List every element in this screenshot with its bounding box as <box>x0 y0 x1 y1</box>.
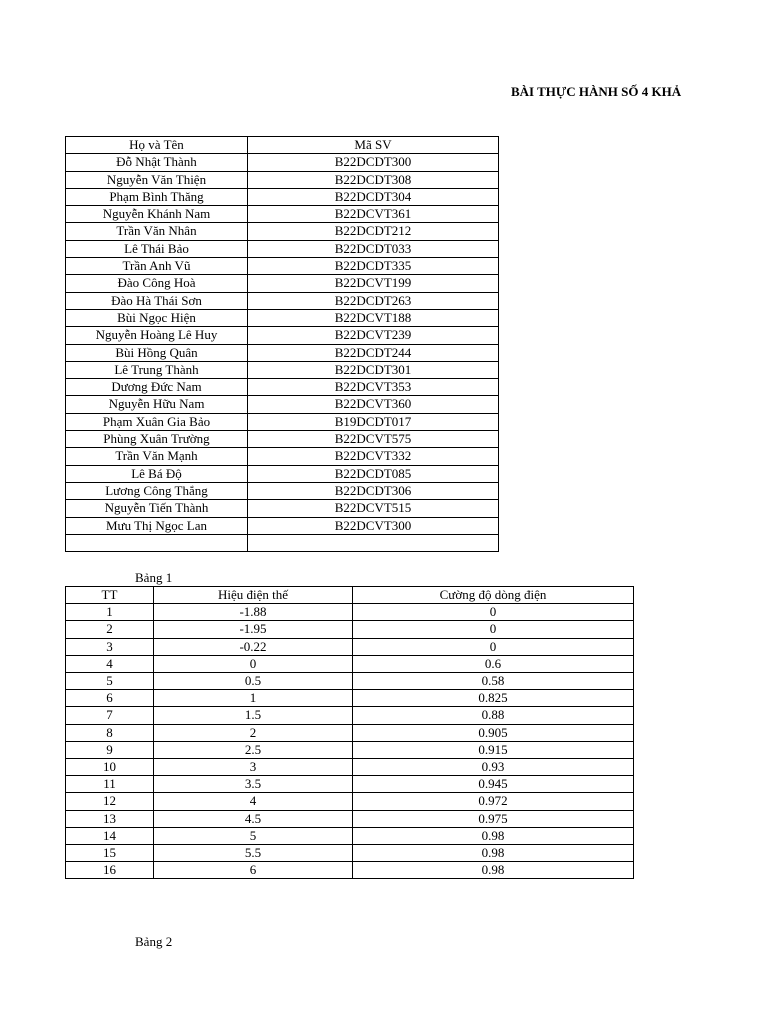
table-row <box>66 258 499 275</box>
student-id-cell: B22DCVT199 <box>248 275 499 292</box>
header-name: Họ và Tên <box>66 137 248 154</box>
student-id-cell: B22DCDT300 <box>248 154 499 171</box>
current-cell: 0.58 <box>353 673 634 690</box>
index-cell: 5 <box>66 673 154 690</box>
student-name-cell: Phạm Bình Thăng <box>66 188 248 205</box>
student-id-cell: B22DCDT335 <box>248 258 499 275</box>
student-name-cell: Trần Anh Vũ <box>66 258 248 275</box>
student-id-cell: B22DCVT332 <box>248 448 499 465</box>
index-cell: 10 <box>66 759 154 776</box>
table-row <box>66 810 634 827</box>
index-cell: 11 <box>66 776 154 793</box>
student-id-cell: B22DCVT353 <box>248 379 499 396</box>
table-row <box>66 396 499 413</box>
table-row <box>66 223 499 240</box>
header-voltage: Hiệu điện thế <box>154 587 353 604</box>
table-row <box>66 621 634 638</box>
table-row <box>66 361 499 378</box>
student-name-cell: Lê Trung Thành <box>66 361 248 378</box>
voltage-cell: 4.5 <box>154 810 353 827</box>
student-id-cell: B22DCDT244 <box>248 344 499 361</box>
student-id-cell <box>248 534 499 551</box>
voltage-cell: 5.5 <box>154 845 353 862</box>
measurement-table <box>65 586 634 879</box>
student-id-cell: B22DCVT575 <box>248 431 499 448</box>
table-row <box>66 759 634 776</box>
current-cell: 0.905 <box>353 724 634 741</box>
table-row <box>66 724 634 741</box>
table-row <box>66 448 499 465</box>
voltage-cell: -0.22 <box>154 638 353 655</box>
current-cell: 0.98 <box>353 827 634 844</box>
student-name-cell: Đỗ Nhật Thành <box>66 154 248 171</box>
table-row <box>66 154 499 171</box>
index-cell: 2 <box>66 621 154 638</box>
table-row <box>66 690 634 707</box>
student-id-cell: B19DCDT017 <box>248 413 499 430</box>
table-row <box>66 827 634 844</box>
page-title: BÀI THỰC HÀNH SỐ 4 KHẢ <box>511 84 682 99</box>
student-id-cell: B22DCDT301 <box>248 361 499 378</box>
voltage-cell: 6 <box>154 862 353 879</box>
current-cell: 0.975 <box>353 810 634 827</box>
student-name-cell: Lương Công Thắng <box>66 482 248 499</box>
index-cell: 14 <box>66 827 154 844</box>
header-index: TT <box>66 587 154 604</box>
table-row <box>66 793 634 810</box>
student-name-cell: Nguyễn Văn Thiện <box>66 171 248 188</box>
measurement-table-body <box>66 604 634 879</box>
table-row <box>66 327 499 344</box>
voltage-cell: -1.95 <box>154 621 353 638</box>
table-row <box>66 309 499 326</box>
voltage-cell: 1.5 <box>154 707 353 724</box>
student-name-cell: Mưu Thị Ngọc Lan <box>66 517 248 534</box>
measurement-table-header <box>66 587 634 604</box>
student-id-cell: B22DCVT300 <box>248 517 499 534</box>
voltage-cell: 4 <box>154 793 353 810</box>
student-name-cell: Phùng Xuân Trường <box>66 431 248 448</box>
student-id-cell: B22DCVT239 <box>248 327 499 344</box>
index-cell: 12 <box>66 793 154 810</box>
index-cell: 1 <box>66 604 154 621</box>
voltage-cell: 0 <box>154 655 353 672</box>
student-name-cell: Trần Văn Mạnh <box>66 448 248 465</box>
index-cell: 16 <box>66 862 154 879</box>
student-name-cell: Bùi Ngọc Hiện <box>66 309 248 326</box>
table-row <box>66 673 634 690</box>
student-name-cell: Nguyễn Hữu Nam <box>66 396 248 413</box>
table-row <box>66 500 499 517</box>
index-cell: 15 <box>66 845 154 862</box>
table-row <box>66 638 634 655</box>
table-row <box>66 465 499 482</box>
current-cell: 0.98 <box>353 845 634 862</box>
student-id-cell: B22DCVT515 <box>248 500 499 517</box>
voltage-cell: 2 <box>154 724 353 741</box>
index-cell: 4 <box>66 655 154 672</box>
student-name-cell: Lê Bá Độ <box>66 465 248 482</box>
header-student-id: Mã SV <box>248 137 499 154</box>
table-row <box>66 845 634 862</box>
current-cell: 0.98 <box>353 862 634 879</box>
table-row <box>66 240 499 257</box>
student-table <box>65 136 499 552</box>
table-row <box>66 413 499 430</box>
table-row <box>66 534 499 551</box>
student-id-cell: B22DCDT033 <box>248 240 499 257</box>
current-cell: 0.825 <box>353 690 634 707</box>
index-cell: 3 <box>66 638 154 655</box>
table-row <box>66 275 499 292</box>
current-cell: 0.972 <box>353 793 634 810</box>
student-id-cell: B22DCVT360 <box>248 396 499 413</box>
student-id-cell: B22DCVT361 <box>248 206 499 223</box>
current-cell: 0 <box>353 604 634 621</box>
student-name-cell: Đào Công Hoà <box>66 275 248 292</box>
student-table-body <box>66 154 499 552</box>
voltage-cell: 2.5 <box>154 741 353 758</box>
index-cell: 13 <box>66 810 154 827</box>
student-name-cell: Phạm Xuân Gia Bảo <box>66 413 248 430</box>
voltage-cell: -1.88 <box>154 604 353 621</box>
table-row <box>66 604 634 621</box>
table-row <box>66 206 499 223</box>
current-cell: 0.88 <box>353 707 634 724</box>
table-row <box>66 344 499 361</box>
student-id-cell: B22DCDT306 <box>248 482 499 499</box>
voltage-cell: 5 <box>154 827 353 844</box>
voltage-cell: 3.5 <box>154 776 353 793</box>
student-name-cell: Lê Thái Bảo <box>66 240 248 257</box>
index-cell: 8 <box>66 724 154 741</box>
table-row <box>66 482 499 499</box>
table-row <box>66 707 634 724</box>
student-id-cell: B22DCDT263 <box>248 292 499 309</box>
voltage-cell: 3 <box>154 759 353 776</box>
current-cell: 0 <box>353 621 634 638</box>
student-name-cell <box>66 534 248 551</box>
table-row <box>66 741 634 758</box>
student-name-cell: Dương Đức Nam <box>66 379 248 396</box>
table-row <box>66 862 634 879</box>
current-cell: 0 <box>353 638 634 655</box>
current-cell: 0.6 <box>353 655 634 672</box>
table-row <box>66 171 499 188</box>
table-row <box>66 379 499 396</box>
table-row <box>66 431 499 448</box>
student-id-cell: B22DCDT308 <box>248 171 499 188</box>
student-id-cell: B22DCDT304 <box>248 188 499 205</box>
table-1-caption: Bảng 1 <box>135 570 173 585</box>
student-name-cell: Bùi Hồng Quân <box>66 344 248 361</box>
student-name-cell: Nguyễn Tiến Thành <box>66 500 248 517</box>
table-row <box>66 517 499 534</box>
current-cell: 0.915 <box>353 741 634 758</box>
student-name-cell: Nguyễn Hoàng Lê Huy <box>66 327 248 344</box>
current-cell: 0.93 <box>353 759 634 776</box>
index-cell: 6 <box>66 690 154 707</box>
current-cell: 0.945 <box>353 776 634 793</box>
index-cell: 7 <box>66 707 154 724</box>
header-current: Cường độ dòng điện <box>353 587 634 604</box>
student-name-cell: Đào Hà Thái Sơn <box>66 292 248 309</box>
table-row <box>66 776 634 793</box>
student-id-cell: B22DCDT085 <box>248 465 499 482</box>
student-name-cell: Nguyễn Khánh Nam <box>66 206 248 223</box>
student-id-cell: B22DCVT188 <box>248 309 499 326</box>
table-2-caption: Bảng 2 <box>135 934 173 949</box>
student-table-header <box>66 137 499 154</box>
table-row <box>66 188 499 205</box>
table-row <box>66 292 499 309</box>
student-name-cell: Trần Văn Nhân <box>66 223 248 240</box>
voltage-cell: 1 <box>154 690 353 707</box>
student-id-cell: B22DCDT212 <box>248 223 499 240</box>
voltage-cell: 0.5 <box>154 673 353 690</box>
index-cell: 9 <box>66 741 154 758</box>
table-row <box>66 655 634 672</box>
